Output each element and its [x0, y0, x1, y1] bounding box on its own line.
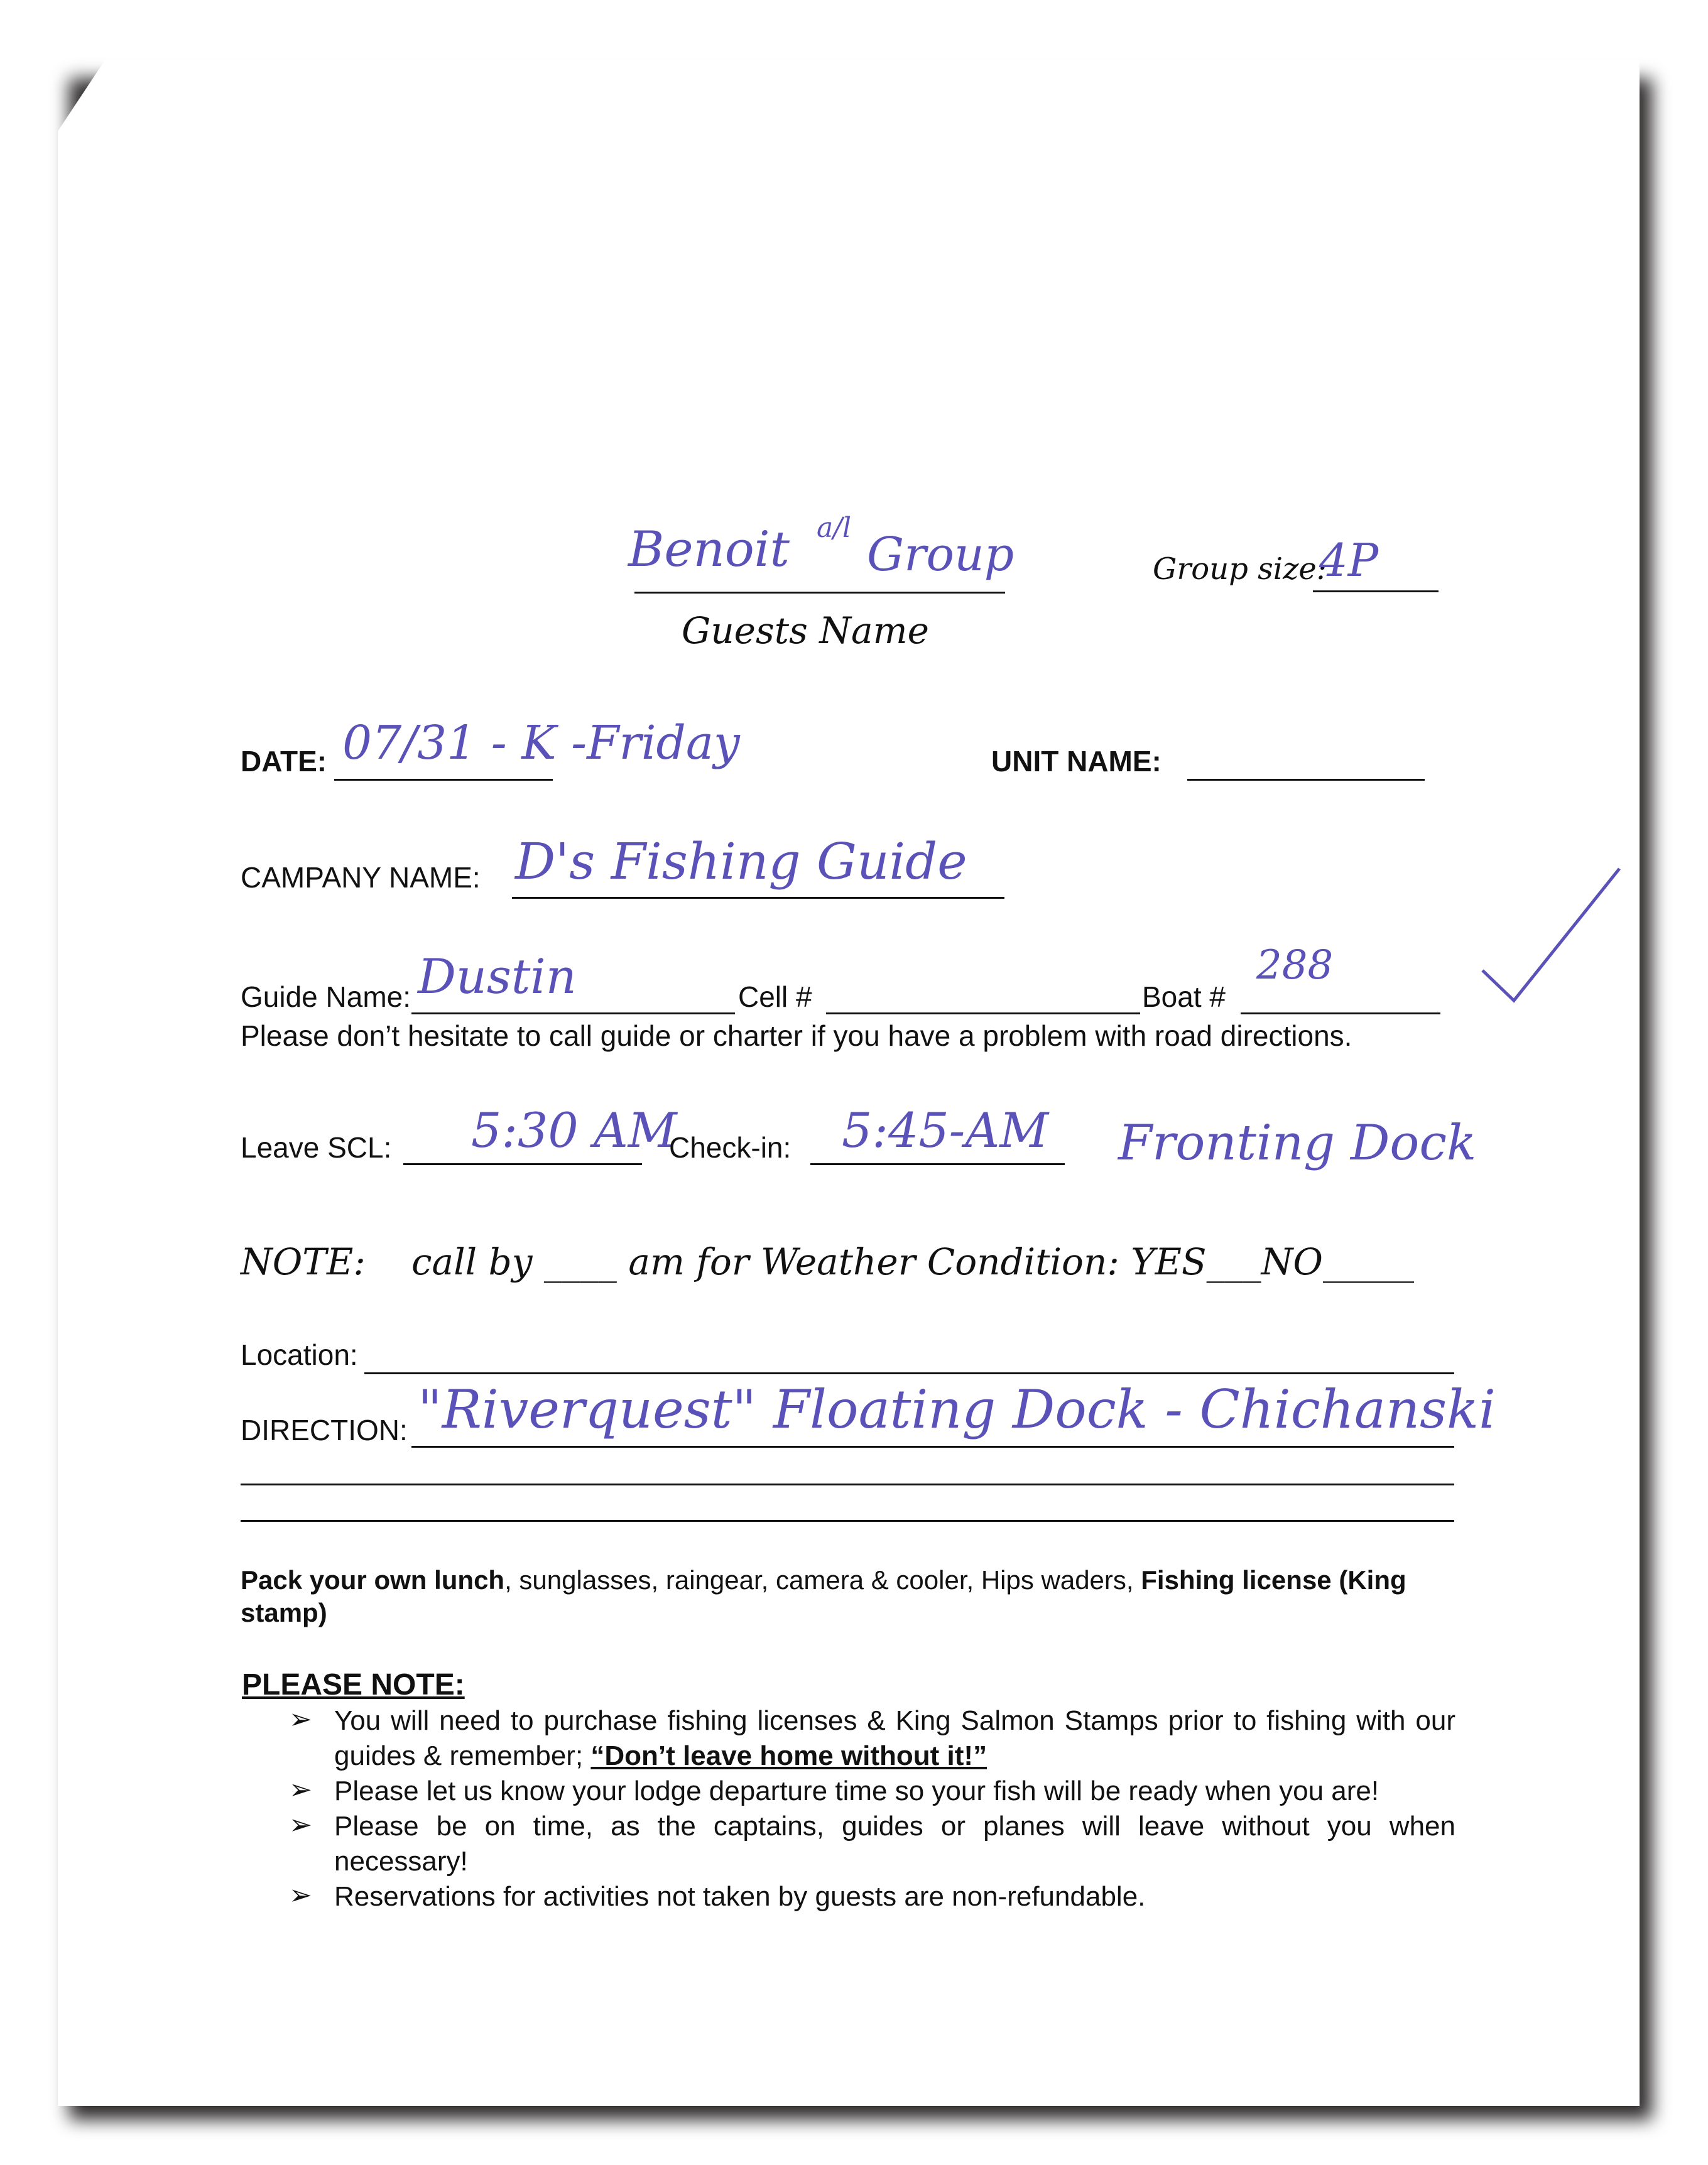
date-value: 07/31 - K -Friday: [342, 716, 740, 770]
guests-name-mark: a/l: [817, 512, 852, 544]
location-line: [364, 1372, 1454, 1374]
bullet-1-text: You will need to purchase fishing licenses & King Salmon Stamps prior to fishing with our guides & remember;: [334, 1705, 1455, 1771]
check-in-note: Fronting Dock: [1118, 1115, 1477, 1171]
weather-note-prefix: NOTE:: [241, 1240, 366, 1283]
check-in-line: [810, 1163, 1065, 1165]
direction-value: "Riverquest" Floating Dock - Chichanski: [418, 1379, 1496, 1440]
weather-note-text: call by ____ am for Weather Condition: YES___NO_____: [411, 1240, 1414, 1283]
pack-list: [241, 1564, 1434, 1629]
boat-line: [1241, 1012, 1440, 1014]
guide-name-label: Guide Name:: [241, 980, 411, 1013]
date-label: DATE:: [241, 745, 327, 778]
pack-bold-lunch: Pack your own lunch: [241, 1565, 505, 1595]
bullet-2-text: Please let us know your lodge departure time so your fish will be ready when you are!: [334, 1776, 1379, 1806]
guide-name-value: Dustin: [418, 948, 577, 1004]
checkmark-icon: [1476, 864, 1627, 1008]
guide-name-line: [411, 1012, 735, 1014]
pack-bold-license: Fishing license (King stamp): [241, 1565, 1406, 1627]
bullet-1-emphasis: “Don’t leave home without it!”: [590, 1740, 987, 1771]
direction-line-3: [241, 1520, 1454, 1522]
leave-scl-label: Leave SCL:: [241, 1131, 392, 1164]
company-name-value: D's Fishing Guide: [515, 832, 967, 891]
check-in-value: 5:45-AM: [842, 1102, 1049, 1158]
company-name-label: CAMPANY NAME:: [241, 861, 481, 894]
unit-name-line: [1187, 779, 1425, 781]
arrow-bullet-icon: ➢: [289, 1810, 312, 1840]
pack-items: , sunglasses, raingear, camera & cooler, Hips waders,: [504, 1565, 1141, 1595]
check-in-label: Check-in:: [669, 1131, 791, 1164]
date-line: [334, 779, 553, 781]
guests-group-handwritten: Group: [867, 528, 1014, 582]
unit-name-label: UNIT NAME:: [991, 745, 1161, 778]
boat-label: Boat #: [1142, 980, 1226, 1013]
arrow-bullet-icon: ➢: [289, 1704, 312, 1735]
boat-value: 288: [1256, 942, 1334, 989]
guests-name-label: Guests Name: [682, 609, 929, 652]
company-name-line: [512, 897, 1004, 899]
arrow-bullet-icon: ➢: [289, 1880, 312, 1911]
guests-name-handwritten: Benoit: [628, 521, 790, 578]
arrow-bullet-icon: ➢: [289, 1774, 312, 1805]
location-label: Location:: [241, 1338, 358, 1371]
direction-line: [411, 1446, 1454, 1448]
leave-scl-value: 5:30 AM: [471, 1102, 677, 1158]
please-note-title: PLEASE NOTE:: [242, 1668, 465, 1701]
bullet-3-text: Please be on time, as the captains, guides or planes will leave without you when necessary!: [334, 1811, 1455, 1877]
group-size-value: 4P: [1319, 534, 1379, 587]
cell-label: Cell #: [738, 980, 812, 1013]
guide-note: Please don’t hesitate to call guide or charter if you have a problem with road directions.: [241, 1019, 1352, 1052]
bullet-4-text: Reservations for activities not taken by guests are non-refundable.: [334, 1881, 1146, 1912]
direction-line-2: [241, 1484, 1454, 1485]
direction-label: DIRECTION:: [241, 1414, 408, 1446]
leave-scl-line: [403, 1163, 642, 1165]
cell-line: [826, 1012, 1140, 1014]
group-size-label: Group size:: [1153, 551, 1327, 587]
guests-name-line: [634, 592, 1005, 594]
group-size-line: [1313, 590, 1439, 592]
